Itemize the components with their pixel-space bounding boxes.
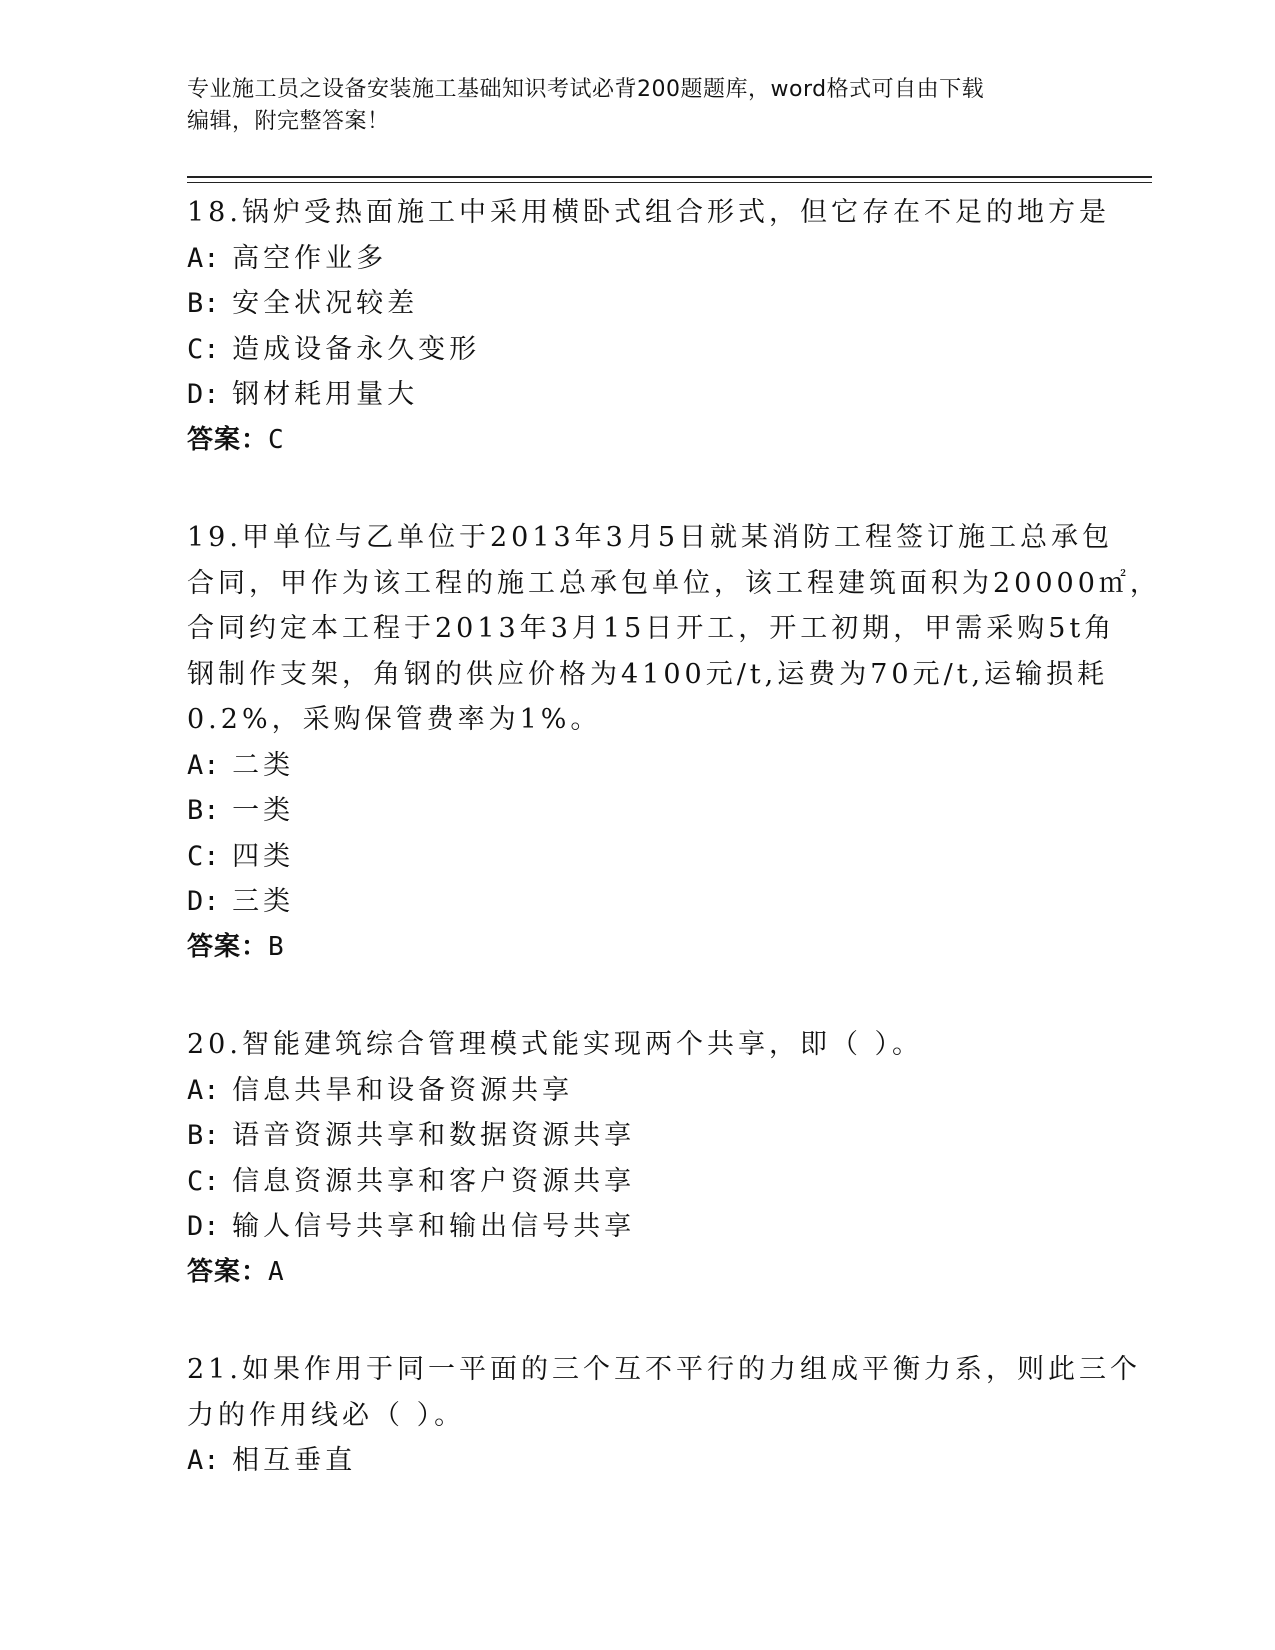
option-b [187,281,1087,327]
option-text: 信息共旱和设备资源共享 [232,1074,574,1106]
option-a [187,1438,1087,1484]
option-c [187,327,1087,373]
option-letter: B: [187,1120,220,1151]
option-letter: C: [187,1165,220,1197]
option-letter: D: [187,886,220,917]
question-text: 0.2%，采购保管费率为1%。 [187,704,602,735]
option-text: 语音资源共享和数据资源共享 [232,1120,636,1151]
option-a [187,743,1087,789]
option-text: 输人信号共享和输出信号共享 [232,1211,636,1242]
option-a [187,236,1087,282]
option-d [187,879,1087,925]
option-text: 造成设备永久变形 [232,333,481,365]
option-a [187,1068,1087,1114]
option-c [187,1159,1087,1205]
option-text: 安全状况较差 [232,288,419,319]
document-header [187,74,1067,138]
option-text: 四类 [232,840,295,872]
option-letter: A: [187,242,220,274]
header-divider-thin [187,182,1152,183]
option-letter: C: [187,333,220,365]
option-text: 高空作业多 [232,242,388,274]
option-text: 钢材耗用量大 [232,379,419,410]
answer-label: 答案： [187,1256,269,1287]
option-letter: C: [187,840,220,872]
answer-line [187,925,1087,971]
option-text: 一类 [232,795,295,826]
question-text: 18.锅炉受热面施工中采用横卧式组合形式，但它存在不足的地方是 [187,197,1110,228]
answer-line [187,1250,1087,1296]
question-text: 力的作用线必（ ）。 [187,1399,466,1431]
answer-value: B [268,931,285,962]
question-text: 21.如果作用于同一平面的三个互不平行的力组成平衡力系，则此三个 [187,1354,1141,1385]
answer-label: 答案： [187,931,269,962]
question-18 [187,190,1110,463]
question-text: 19.甲单位与乙单位于2013年3月5日就某消防工程签订施工总承包 [187,522,1114,553]
option-text: 相互垂直 [232,1445,357,1476]
question-19 [187,515,1161,970]
option-d [187,1204,1087,1250]
question-list [187,190,1161,1536]
option-c [187,834,1087,880]
option-letter: A: [187,749,220,781]
answer-value: C [268,424,285,455]
header-line-2: 编辑，附完整答案！ [187,109,390,134]
option-text: 三类 [232,886,295,917]
option-letter: D: [187,379,220,410]
question-21 [187,1347,1141,1484]
question-text: 合同约定本工程于2013年3月15日开工，开工初期，甲需采购5t角 [187,613,1116,644]
header-line-1: 专业施工员之设备安装施工基础知识考试必背200题题库，word格式可自由下载 [187,77,985,102]
option-d [187,372,1087,418]
option-letter: A: [187,1445,220,1476]
option-text: 二类 [232,749,295,781]
option-b [187,1113,1087,1159]
option-letter: D: [187,1211,220,1242]
answer-label: 答案： [187,424,269,455]
option-letter: A: [187,1074,220,1106]
question-text: 合同，甲作为该工程的施工总承包单位，该工程建筑面积为20000㎡， [187,567,1161,599]
question-text: 20.智能建筑综合管理模式能实现两个共享，即（ ）。 [187,1029,924,1060]
option-letter: B: [187,288,220,319]
answer-line [187,418,1087,464]
question-20 [187,1022,1087,1295]
answer-value: A [268,1256,285,1287]
question-text: 钢制作支架，角钢的供应价格为4100元/t,运费为70元/t,运输损耗 [187,658,1109,690]
option-letter: B: [187,795,220,826]
option-b [187,788,1087,834]
option-text: 信息资源共享和客户资源共享 [232,1165,636,1197]
header-divider-thick [187,176,1152,178]
